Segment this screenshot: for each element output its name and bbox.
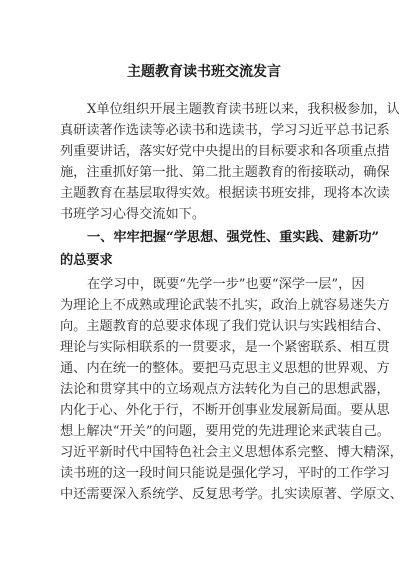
paragraph-line: 想上解决“开关”的问题，要用党的先进理论来武装自己。 xyxy=(60,424,390,439)
section-heading-continued: 的总要求 xyxy=(60,253,113,268)
paragraph-line: 习近平新时代中国特色社会主义思想体系完整、博大精深， xyxy=(60,445,403,460)
paragraph-line: 中还需要深入系统学、反复思考学。扎实读原著、学原文、 xyxy=(60,487,403,502)
paragraph-line: 真研读著作选读等必读书和选读书，学习习近平总书记系 xyxy=(60,123,390,138)
paragraph-line: 内化于心、外化于行，不断开创事业发展新局面。要从思 xyxy=(60,403,390,418)
paragraph-line: 主题教育在基层取得实效。根据读书班安排，现将本次读 xyxy=(60,186,390,201)
paragraph-line: 向。主题教育的总要求体现了我们党认识与实践相结合、 xyxy=(60,319,390,334)
paragraph-line: 列重要讲话，落实好党中央提出的目标要求和各项重点措 xyxy=(60,144,390,159)
paragraph-line: X单位组织开展主题教育读书班以来，我积极参加，认 xyxy=(87,102,400,117)
paragraph-line: 书班学习心得交流如下。 xyxy=(60,207,206,222)
paragraph-line: 读书班的这一段时间只能说是强化学习，平时的工作学习 xyxy=(60,466,390,481)
paragraph-line: 理论与实际相联系的一贯要求，是一个紧密联系、相互贯 xyxy=(60,340,390,355)
paragraph-line: 施，注重抓好第一批、第二批主题教育的衔接联动，确保 xyxy=(60,165,390,180)
paragraph-line: 为理论上不成熟或理论武装不扎实，政治上就容易迷失方 xyxy=(60,298,390,313)
paragraph-line: 法论和贯穿其中的立场观点方法转化为自己的思想武器， xyxy=(60,382,390,397)
section-heading: 一、牢牢把握“学思想、强党性、重实践、建新功” xyxy=(87,230,380,245)
paragraph-line: 通、内在统一的整体。要把马克思主义思想的世界观、方 xyxy=(60,361,390,376)
document-title: 主题教育读书班交流发言 xyxy=(127,64,281,80)
paragraph-line: 在学习中，既要“先学一步”也要“深学一层”，因 xyxy=(87,277,365,292)
